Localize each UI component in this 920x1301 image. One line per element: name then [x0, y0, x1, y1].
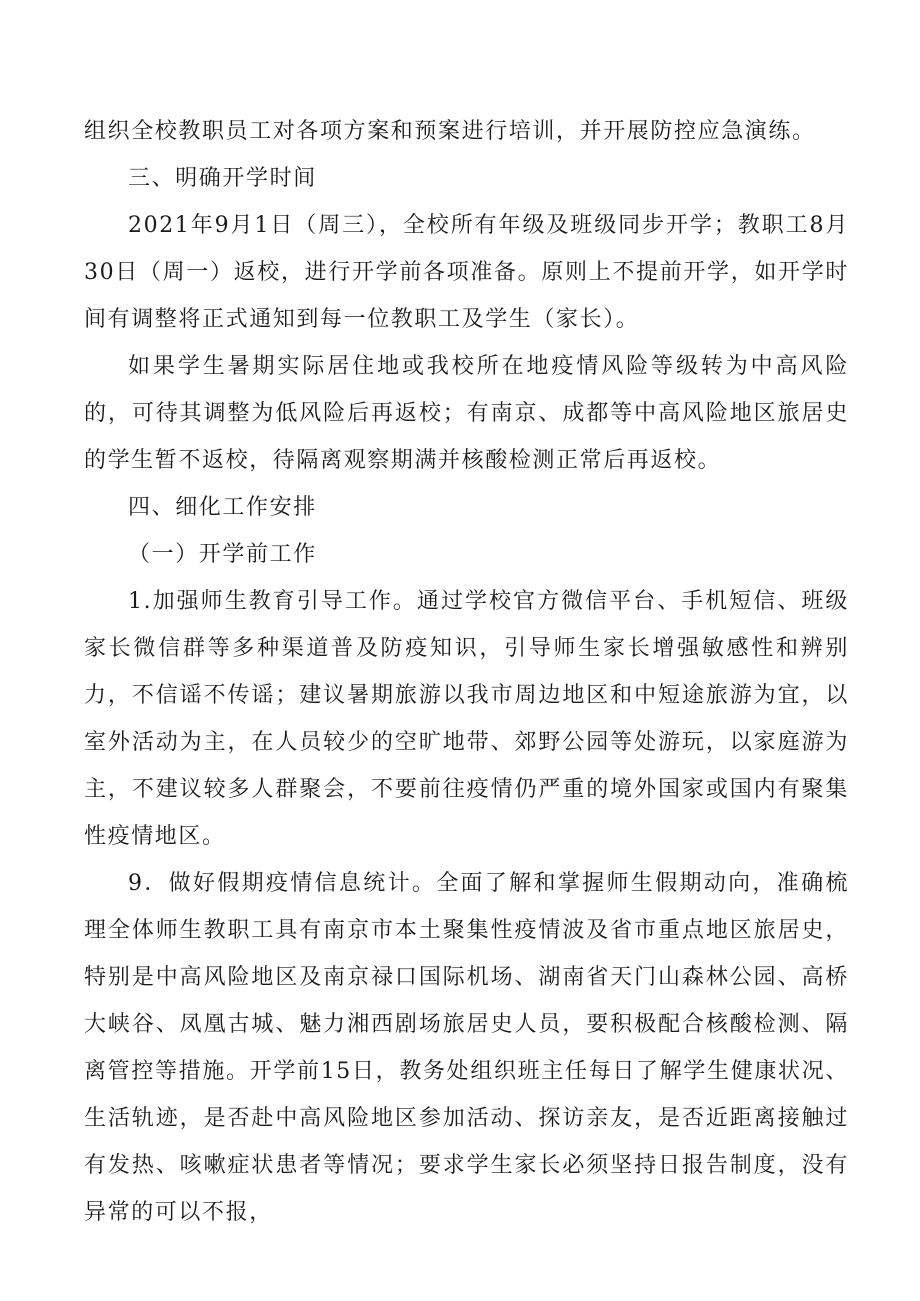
document-body	[84, 108, 849, 1236]
subsection-heading-pre-start: （一）开学前工作	[128, 542, 317, 567]
paragraph-risk-return: 如果学生暑期实际居住地或我校所在地疫情风险等级转为中高风险的，可待其调整为低风险后再返校；有南京、成都等中高风险地区旅居史的学生暂不返校，待隔离观察期满并核酸检测正常后再返校。	[84, 354, 849, 473]
section-heading-work-arrangement: 四、细化工作安排	[128, 495, 317, 520]
paragraph-start-date: 2021年9月1日（周三），全校所有年级及班级同步开学；教职工8月30日（周一）返校，进行开学前各项准备。原则上不提前开学，如开学时间有调整将正式通知到每一位教职工及学生（家长）。	[84, 213, 849, 332]
paragraph-training: 组织全校教职员工对各项方案和预案进行培训，并开展防控应急演练。	[84, 119, 816, 144]
paragraph-holiday-statistics: 9．做好假期疫情信息统计。全面了解和掌握师生假期动向，准确梳理全体师生教职工具有南京市本土聚集性疫情波及省市重点地区旅居史，特别是中高风险地区及南京禄口国际机场、湖南省天门山森林公园、高桥大峡谷、凤凰古城、魅力湘西剧场旅居史人员，要积极配合核酸检测、隔离管控等措施。开学前15日，教务处组织班主任每日了解学生健康状况、生活轨迹，是否赴中高风险地区参加活动、探访亲友，是否近距离接触过有发热、咳嗽症状患者等情况；要求学生家长必须坚持日报告制度，没有异常的可以不报，	[84, 871, 849, 1225]
section-heading-school-start: 三、明确开学时间	[128, 166, 317, 191]
paragraph-education-guidance: 1.加强师生教育引导工作。通过学校官方微信平台、手机短信、班级家长微信群等多种渠道普及防疫知识，引导师生家长增强敏感性和辨别力，不信谣不传谣；建议暑期旅游以我市周边地区和中短途旅游为宜，以室外活动为主，在人员较少的空旷地带、郊野公园等处游玩，以家庭游为主，不建议较多人群聚会，不要前往疫情仍严重的境外国家或国内有聚集性疫情地区。	[84, 589, 849, 849]
